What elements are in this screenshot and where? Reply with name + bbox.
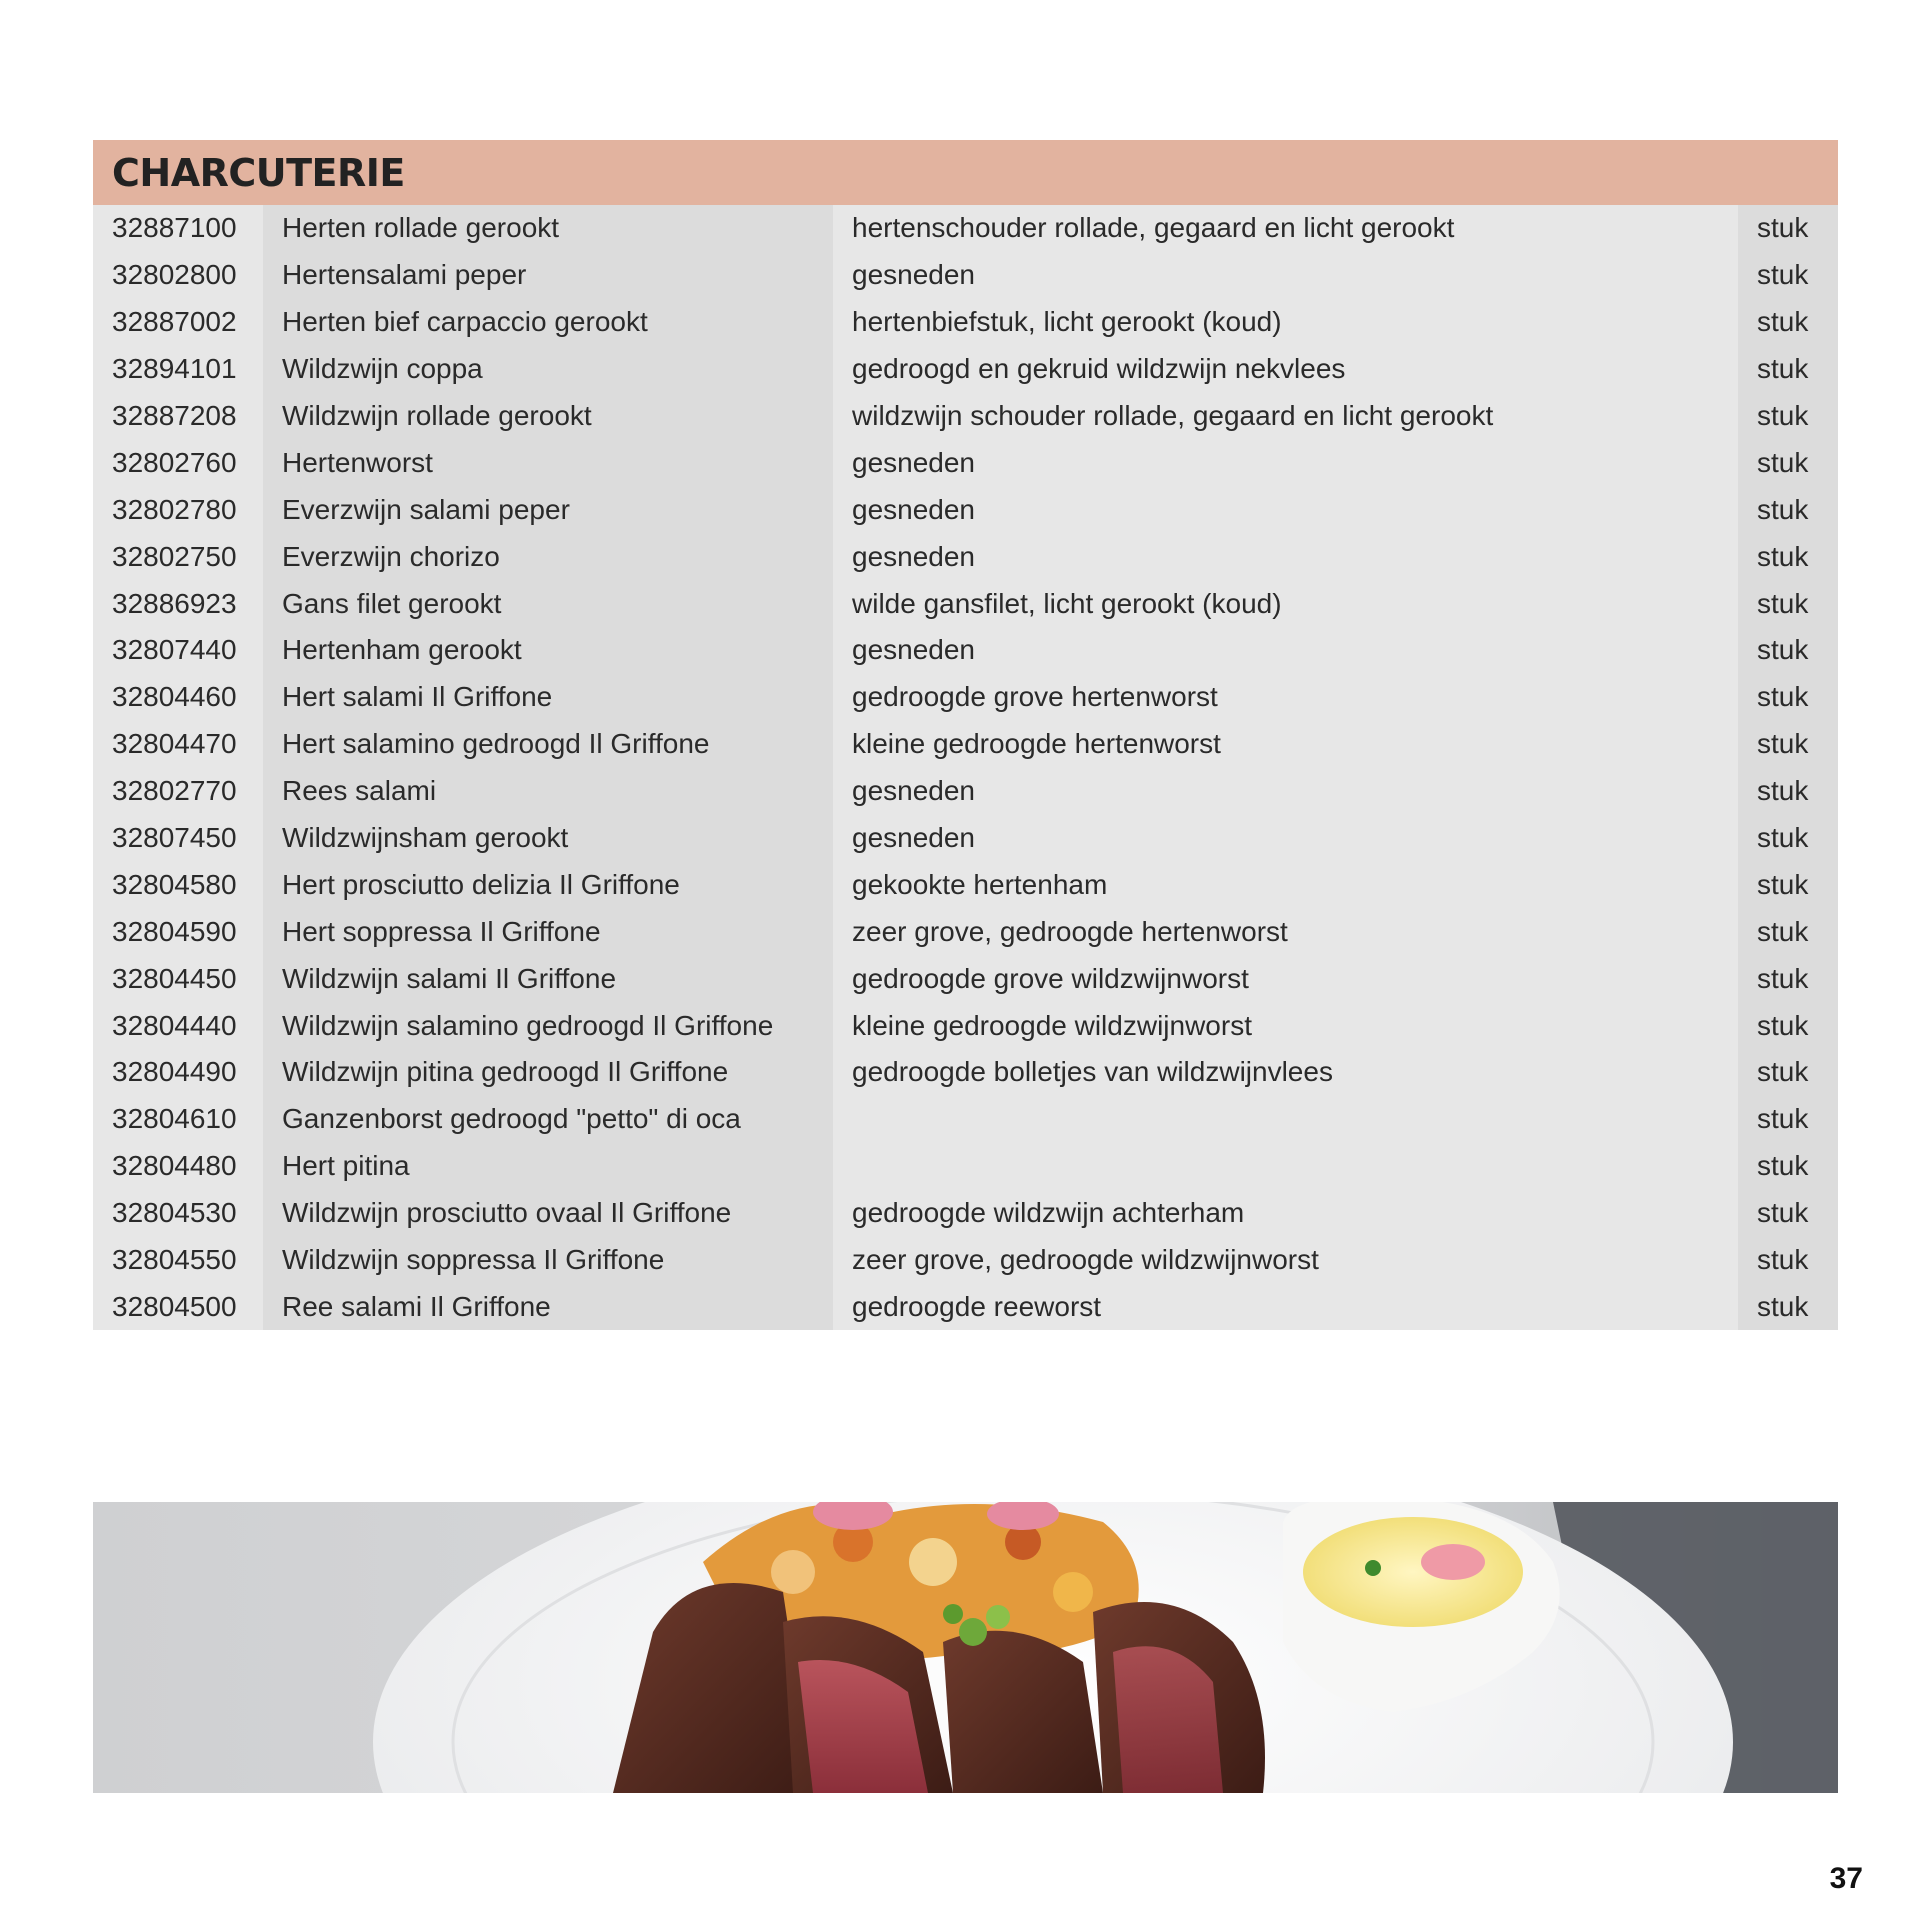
product-description: gedroogde reeworst — [833, 1283, 1738, 1330]
product-code: 32804580 — [93, 861, 263, 908]
product-name: Herten bief carpaccio gerookt — [263, 299, 833, 346]
product-unit: stuk — [1738, 299, 1838, 346]
product-description: gesneden — [833, 768, 1738, 815]
product-unit: stuk — [1738, 1143, 1838, 1190]
product-description: gesneden — [833, 815, 1738, 862]
product-unit: stuk — [1738, 1002, 1838, 1049]
product-unit: stuk — [1738, 252, 1838, 299]
table-row — [93, 299, 1838, 346]
product-table — [93, 140, 1838, 1330]
product-unit: stuk — [1738, 1237, 1838, 1284]
product-name: Wildzwijn salamino gedroogd Il Griffone — [263, 1002, 833, 1049]
product-code: 32807440 — [93, 627, 263, 674]
product-unit: stuk — [1738, 1190, 1838, 1237]
product-unit: stuk — [1738, 721, 1838, 768]
table-row — [93, 580, 1838, 627]
table-row — [93, 861, 1838, 908]
table-row — [93, 1283, 1838, 1330]
product-unit: stuk — [1738, 908, 1838, 955]
table-row — [93, 439, 1838, 486]
product-description: gekookte hertenham — [833, 861, 1738, 908]
product-unit: stuk — [1738, 1096, 1838, 1143]
product-code: 32886923 — [93, 580, 263, 627]
product-name: Wildzwijn coppa — [263, 346, 833, 393]
table-row — [93, 674, 1838, 721]
product-name: Hertensalami peper — [263, 252, 833, 299]
product-code: 32804530 — [93, 1190, 263, 1237]
product-code: 32804500 — [93, 1283, 263, 1330]
table-row — [93, 486, 1838, 533]
product-description: gedroogde grove hertenworst — [833, 674, 1738, 721]
table-row — [93, 1049, 1838, 1096]
product-name: Hertenworst — [263, 439, 833, 486]
product-unit: stuk — [1738, 486, 1838, 533]
product-name: Hert pitina — [263, 1143, 833, 1190]
product-code: 32804460 — [93, 674, 263, 721]
page-number: 37 — [1829, 1862, 1863, 1895]
product-rows — [93, 205, 1838, 1330]
product-unit: stuk — [1738, 627, 1838, 674]
product-unit: stuk — [1738, 861, 1838, 908]
table-row — [93, 955, 1838, 1002]
product-code: 32894101 — [93, 346, 263, 393]
product-code: 32804550 — [93, 1237, 263, 1284]
product-code: 32804610 — [93, 1096, 263, 1143]
product-code: 32804470 — [93, 721, 263, 768]
product-code: 32802750 — [93, 533, 263, 580]
product-name: Everzwijn salami peper — [263, 486, 833, 533]
product-description: gedroogde grove wildzwijnworst — [833, 955, 1738, 1002]
product-name: Wildzwijn salami Il Griffone — [263, 955, 833, 1002]
table-row — [93, 205, 1838, 252]
table-row — [93, 346, 1838, 393]
product-unit: stuk — [1738, 815, 1838, 862]
product-code: 32804440 — [93, 1002, 263, 1049]
product-unit: stuk — [1738, 768, 1838, 815]
product-name: Everzwijn chorizo — [263, 533, 833, 580]
product-name: Hert salamino gedroogd Il Griffone — [263, 721, 833, 768]
product-name: Herten rollade gerookt — [263, 205, 833, 252]
product-description: gesneden — [833, 627, 1738, 674]
product-unit: stuk — [1738, 1283, 1838, 1330]
product-description: kleine gedroogde hertenworst — [833, 721, 1738, 768]
product-name: Hert prosciutto delizia Il Griffone — [263, 861, 833, 908]
product-name: Gans filet gerookt — [263, 580, 833, 627]
product-unit: stuk — [1738, 955, 1838, 1002]
table-row — [93, 252, 1838, 299]
product-code: 32887002 — [93, 299, 263, 346]
table-row — [93, 908, 1838, 955]
product-name: Wildzwijnsham gerookt — [263, 815, 833, 862]
product-name: Hert soppressa Il Griffone — [263, 908, 833, 955]
product-description: gesneden — [833, 252, 1738, 299]
table-row — [93, 627, 1838, 674]
section-title: CHARCUTERIE — [112, 150, 405, 195]
product-description: gesneden — [833, 439, 1738, 486]
product-code: 32807450 — [93, 815, 263, 862]
product-name: Wildzwijn soppressa Il Griffone — [263, 1237, 833, 1284]
product-description: hertenschouder rollade, gegaard en licht gerookt — [833, 205, 1738, 252]
table-row — [93, 1143, 1838, 1190]
dish-photo — [93, 1502, 1838, 1793]
product-description: gedroogd en gekruid wildzwijn nekvlees — [833, 346, 1738, 393]
product-unit: stuk — [1738, 674, 1838, 721]
product-description: gedroogde wildzwijn achterham — [833, 1190, 1738, 1237]
table-row — [93, 1237, 1838, 1284]
product-name: Hert salami Il Griffone — [263, 674, 833, 721]
product-code: 32887100 — [93, 205, 263, 252]
product-description — [833, 1096, 1738, 1143]
product-code: 32804480 — [93, 1143, 263, 1190]
product-code: 32802800 — [93, 252, 263, 299]
table-row — [93, 721, 1838, 768]
table-row — [93, 768, 1838, 815]
product-name: Hertenham gerookt — [263, 627, 833, 674]
product-code: 32887208 — [93, 393, 263, 440]
product-description: zeer grove, gedroogde hertenworst — [833, 908, 1738, 955]
product-name: Wildzwijn rollade gerookt — [263, 393, 833, 440]
product-description: gesneden — [833, 486, 1738, 533]
product-code: 32804590 — [93, 908, 263, 955]
product-unit: stuk — [1738, 533, 1838, 580]
product-unit: stuk — [1738, 439, 1838, 486]
product-description: gesneden — [833, 533, 1738, 580]
table-row — [93, 815, 1838, 862]
product-description: gedroogde bolletjes van wildzwijnvlees — [833, 1049, 1738, 1096]
product-unit: stuk — [1738, 1049, 1838, 1096]
product-description: kleine gedroogde wildzwijnworst — [833, 1002, 1738, 1049]
product-name: Ganzenborst gedroogd "petto" di oca — [263, 1096, 833, 1143]
product-unit: stuk — [1738, 346, 1838, 393]
table-row — [93, 1002, 1838, 1049]
product-unit: stuk — [1738, 393, 1838, 440]
table-row — [93, 1096, 1838, 1143]
table-row — [93, 533, 1838, 580]
product-name: Ree salami Il Griffone — [263, 1283, 833, 1330]
product-name: Rees salami — [263, 768, 833, 815]
product-code: 32802770 — [93, 768, 263, 815]
table-row — [93, 1190, 1838, 1237]
product-description — [833, 1143, 1738, 1190]
product-description: zeer grove, gedroogde wildzwijnworst — [833, 1237, 1738, 1284]
product-code: 32802760 — [93, 439, 263, 486]
product-description: wildzwijn schouder rollade, gegaard en licht gerookt — [833, 393, 1738, 440]
product-description: hertenbiefstuk, licht gerookt (koud) — [833, 299, 1738, 346]
product-description: wilde gansfilet, licht gerookt (koud) — [833, 580, 1738, 627]
product-unit: stuk — [1738, 580, 1838, 627]
product-name: Wildzwijn pitina gedroogd Il Griffone — [263, 1049, 833, 1096]
section-header — [93, 140, 1838, 205]
table-row — [93, 393, 1838, 440]
product-code: 32804450 — [93, 955, 263, 1002]
product-unit: stuk — [1738, 205, 1838, 252]
product-code: 32802780 — [93, 486, 263, 533]
product-name: Wildzwijn prosciutto ovaal Il Griffone — [263, 1190, 833, 1237]
product-code: 32804490 — [93, 1049, 263, 1096]
